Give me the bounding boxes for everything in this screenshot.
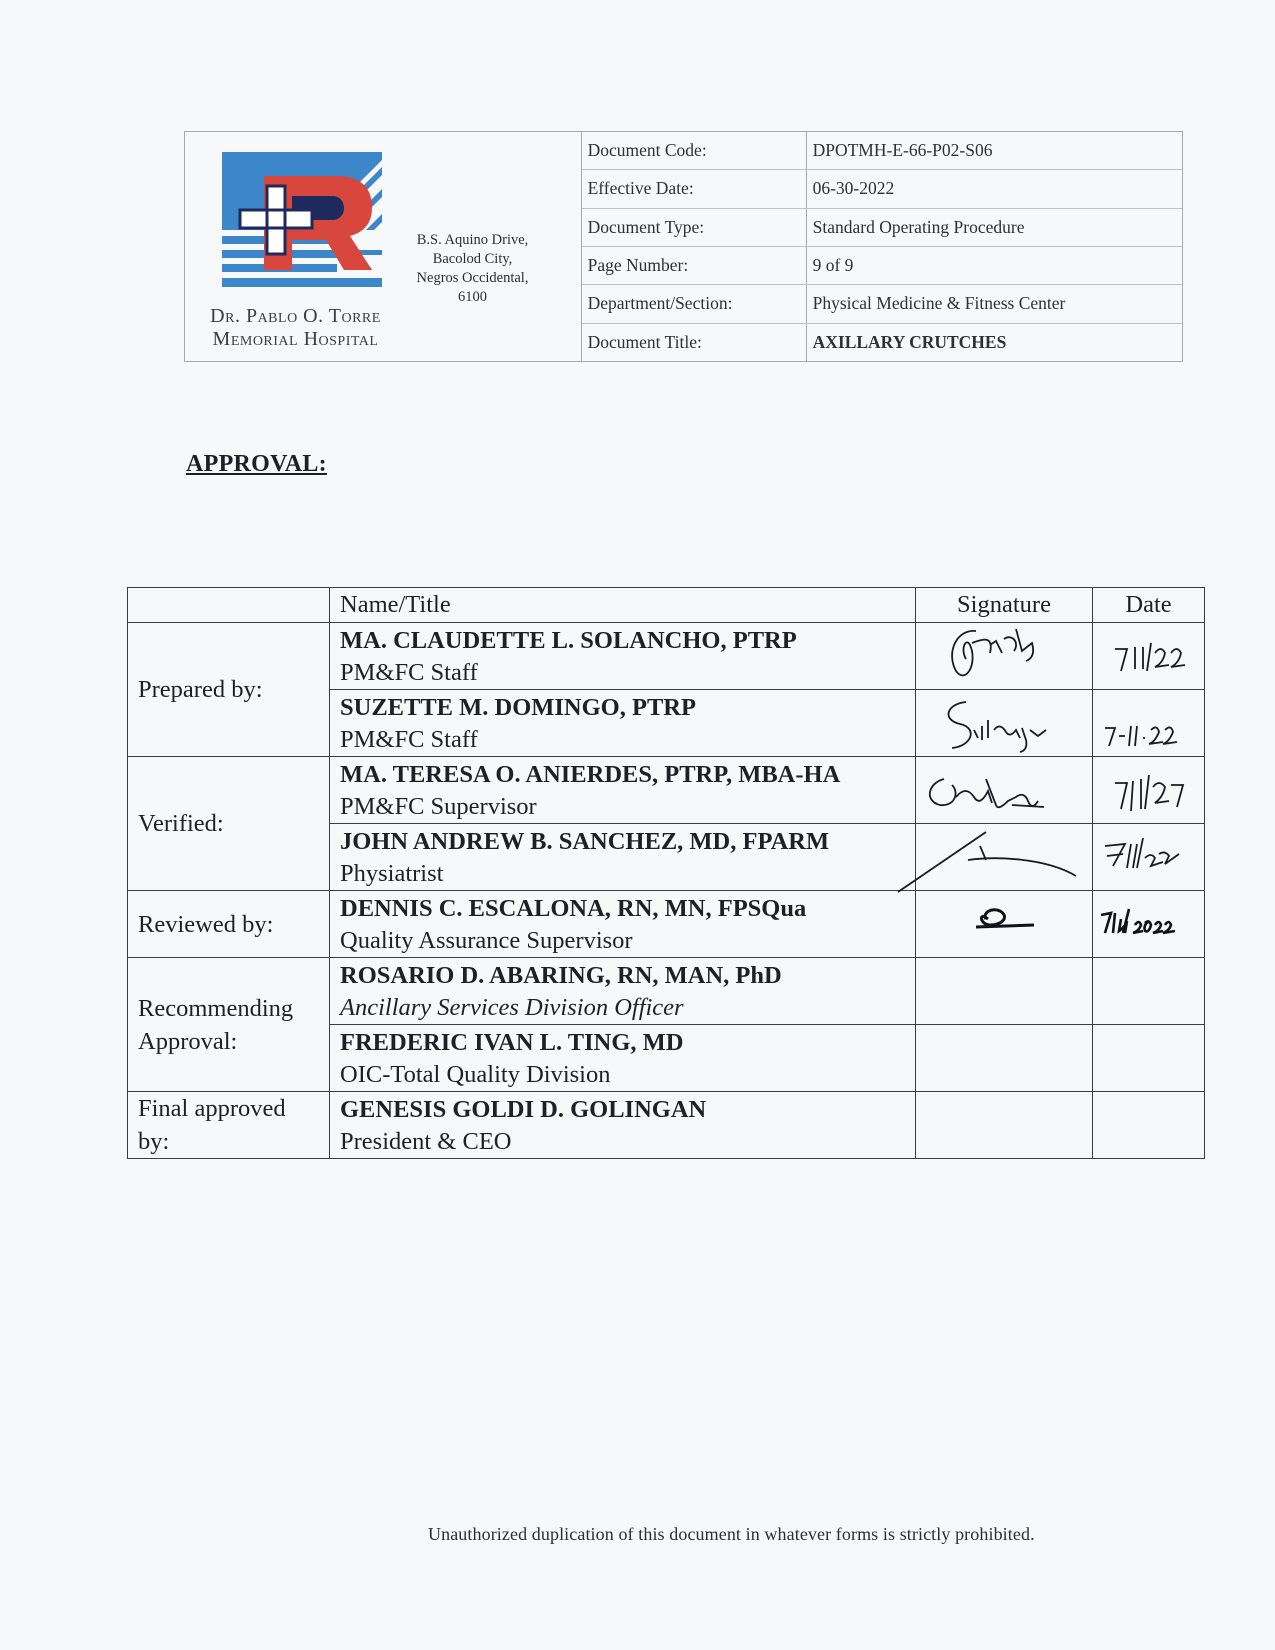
signature-cell [916, 623, 1093, 690]
person-name: GENESIS GOLDI D. GOLINGAN [340, 1096, 707, 1123]
footer-notice: Unauthorized duplication of this document in whatever forms is strictly prohibited. [428, 1524, 1035, 1544]
info-value: AXILLARY CRUTCHES [812, 331, 1007, 352]
person-name: SUZETTE M. DOMINGO, PTRP [340, 694, 696, 721]
role-recommending-approval [128, 958, 330, 1092]
hospital-name-line2: Memorial Hospital [212, 328, 379, 350]
info-label: Document Code: [582, 132, 807, 170]
person-title: PM&FC Staff [340, 726, 478, 753]
handwritten-signature [916, 757, 1093, 823]
person-name: FREDERIC IVAN L. TING, MD [340, 1029, 684, 1056]
handwritten-date [1093, 891, 1205, 957]
info-label: Effective Date: [582, 170, 807, 208]
approval-row [128, 1092, 1205, 1159]
approval-row [128, 891, 1205, 958]
handwritten-signature [916, 623, 1093, 689]
person-title: OIC-Total Quality Division [340, 1061, 611, 1088]
person-title: Quality Assurance Supervisor [340, 927, 633, 954]
person-title: Ancillary Services Division Officer [340, 994, 684, 1021]
handwritten-signature [916, 690, 1093, 756]
address-line: Negros Occidental, [416, 270, 529, 286]
role-reviewed-by: Reviewed by: [128, 891, 330, 958]
document-header [184, 131, 1183, 362]
person-title: PM&FC Staff [340, 659, 478, 686]
info-value: Standard Operating Procedure [806, 208, 1182, 246]
person-title: Physiatrist [340, 860, 444, 887]
signature-cell [916, 891, 1093, 958]
info-value: 9 of 9 [806, 246, 1182, 284]
signature-cell [916, 1025, 1093, 1092]
person-name: MA. TERESA O. ANIERDES, PTRP, MBA-HA [340, 761, 841, 788]
handwritten-date [1093, 623, 1205, 689]
hospital-name [193, 305, 398, 351]
person-name: MA. CLAUDETTE L. SOLANCHO, PTRP [340, 627, 797, 654]
approval-heading: APPROVAL: [186, 451, 327, 477]
approval-row [128, 757, 1205, 824]
info-label: Document Type: [582, 208, 807, 246]
info-row-type [582, 208, 1182, 246]
column-header-date: Date [1093, 588, 1205, 623]
column-header-name-title: Name/Title [330, 588, 916, 623]
hospital-identity [185, 132, 582, 361]
empty-header-cell [128, 588, 330, 623]
handwritten-date [1093, 824, 1205, 890]
date-cell [1093, 958, 1205, 1025]
approval-header-row [128, 588, 1205, 623]
person-name: DENNIS C. ESCALONA, RN, MN, FPSQua [340, 895, 807, 922]
handwritten-date [1093, 690, 1205, 756]
address-line: 6100 [458, 289, 487, 305]
date-cell [1093, 1092, 1205, 1159]
info-row-department [582, 285, 1182, 323]
handwritten-date [1093, 757, 1205, 823]
name-title-cell [330, 958, 916, 1025]
handwritten-signature [916, 824, 1093, 890]
signature-cell [916, 958, 1093, 1025]
person-name: ROSARIO D. ABARING, RN, MAN, PhD [340, 962, 782, 989]
role-verified: Verified: [128, 757, 330, 891]
name-title-cell [330, 623, 916, 690]
document-info-table [582, 132, 1182, 361]
date-cell [1093, 824, 1205, 891]
role-line: Approval: [138, 1027, 238, 1055]
name-title-cell [330, 891, 916, 958]
info-value: 06-30-2022 [806, 170, 1182, 208]
approval-row [128, 958, 1205, 1025]
role-line: Recommending [138, 994, 294, 1022]
name-title-cell [330, 824, 916, 891]
hospital-name-line1: Dr. Pablo O. Torre [210, 305, 381, 327]
person-title: PM&FC Supervisor [340, 793, 537, 820]
approval-row [128, 623, 1205, 690]
name-title-cell [330, 757, 916, 824]
column-header-signature: Signature [916, 588, 1093, 623]
name-title-cell [330, 1025, 916, 1092]
signature-cell [916, 1092, 1093, 1159]
hospital-address [405, 231, 540, 307]
info-value: Physical Medicine & Fitness Center [806, 285, 1182, 323]
date-cell [1093, 623, 1205, 690]
person-title: President & CEO [340, 1128, 512, 1155]
info-label: Document Title: [582, 323, 807, 361]
hospital-logo-icon [222, 152, 382, 287]
person-name: JOHN ANDREW B. SANCHEZ, MD, FPARM [340, 828, 830, 855]
info-row-title [582, 323, 1182, 361]
signature-cell [916, 690, 1093, 757]
role-line: Final approved [138, 1095, 286, 1122]
info-label: Page Number: [582, 246, 807, 284]
info-row-code [582, 132, 1182, 170]
date-cell [1093, 690, 1205, 757]
name-title-cell [330, 690, 916, 757]
role-prepared-by: Prepared by: [128, 623, 330, 757]
handwritten-signature [916, 891, 1093, 957]
approval-table [127, 587, 1205, 1159]
date-cell [1093, 891, 1205, 958]
role-line: by: [138, 1128, 170, 1155]
address-line: Bacolod City, [432, 251, 513, 267]
info-label: Department/Section: [582, 285, 807, 323]
info-row-effective-date [582, 170, 1182, 208]
signature-cell [916, 824, 1093, 891]
role-final-approved-by [128, 1092, 330, 1159]
date-cell [1093, 757, 1205, 824]
address-line: B.S. Aquino Drive, [416, 232, 529, 248]
signature-cell [916, 757, 1093, 824]
name-title-cell [330, 1092, 916, 1159]
date-cell [1093, 1025, 1205, 1092]
info-value: DPOTMH-E-66-P02-S06 [806, 132, 1182, 170]
info-row-page [582, 246, 1182, 284]
